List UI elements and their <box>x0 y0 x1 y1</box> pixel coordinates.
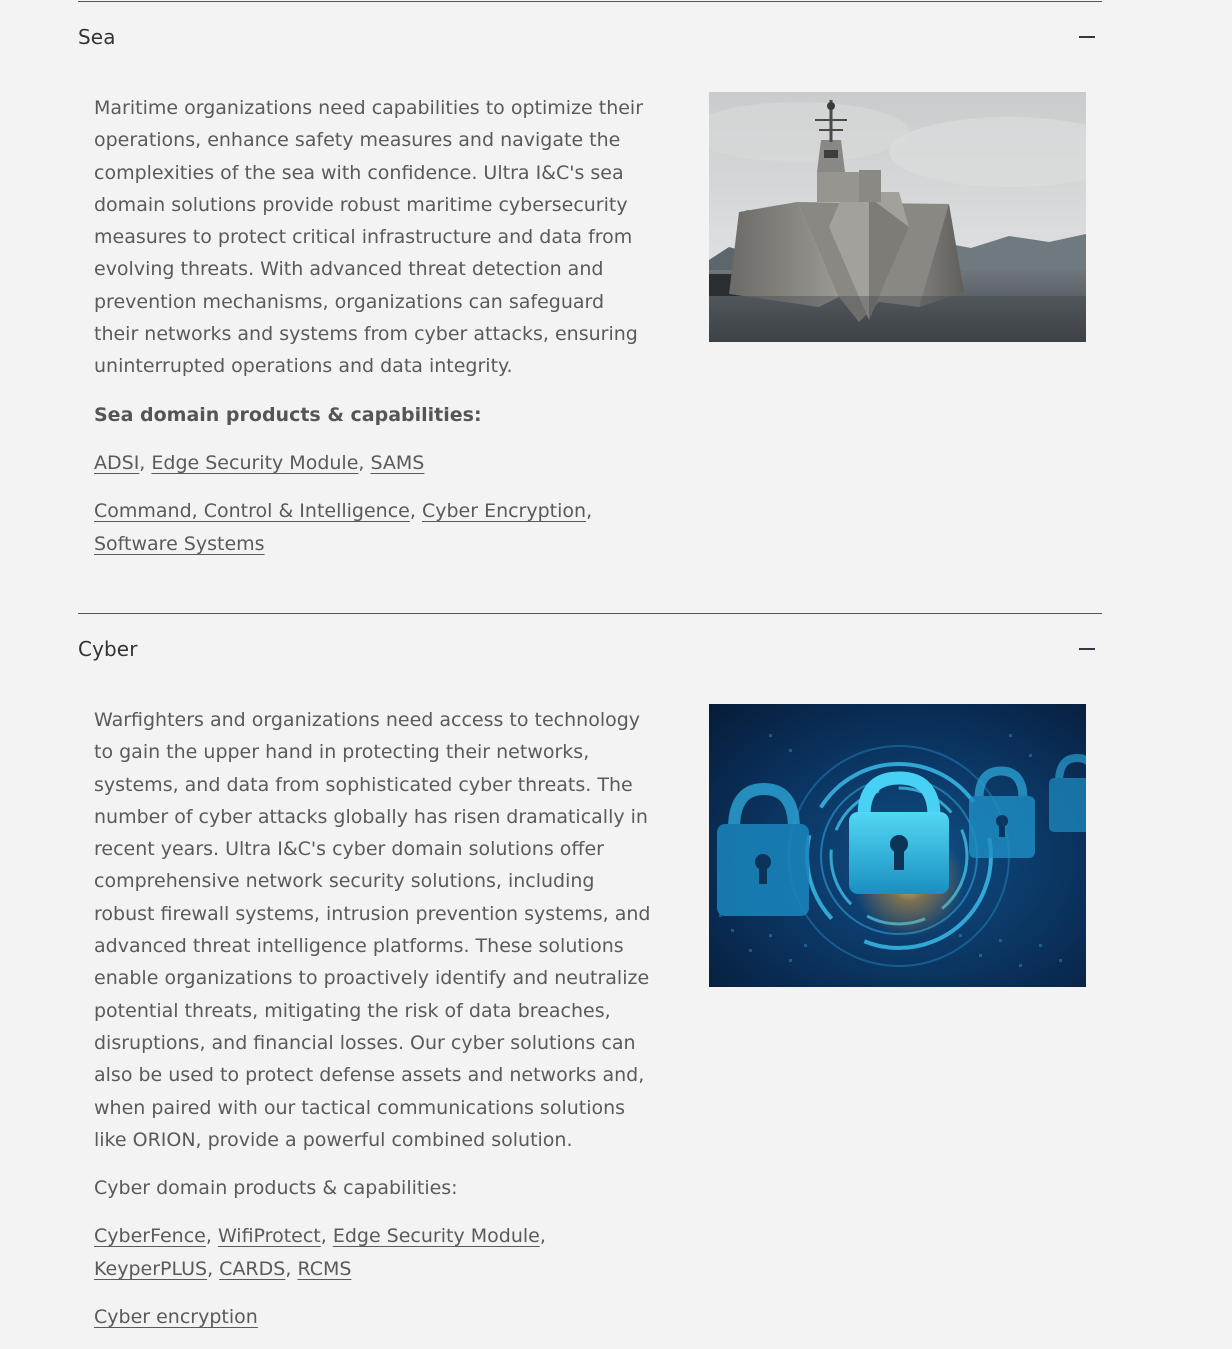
accordion-title-cyber: Cyber <box>78 637 138 661</box>
link-cyberfence[interactable]: CyberFence <box>94 1225 206 1248</box>
link-software-systems[interactable]: Software Systems <box>94 532 265 555</box>
accordion-cyber <box>78 613 1102 1329</box>
accordion-title-sea: Sea <box>78 25 116 49</box>
minus-icon[interactable] <box>1078 28 1096 46</box>
accordion-header-cyber[interactable] <box>78 614 1102 684</box>
cyber-padlock-image <box>709 704 1086 987</box>
link-cyber-encryption[interactable]: Cyber Encryption <box>421 500 587 523</box>
link-cards[interactable]: CARDS <box>219 1257 286 1280</box>
link-keyperplus[interactable]: KeyperPLUS <box>94 1257 208 1280</box>
cyber-content <box>94 704 654 1349</box>
cyber-products-heading: Cyber domain products & capabilities: <box>94 1177 458 1200</box>
link-edge-security-module[interactable]: Edge Security Module <box>151 451 359 474</box>
sea-capabilities-links: Command, Control & Intelligence, Cyber Encryption, Software Systems <box>94 500 593 555</box>
link-wifiprotect[interactable]: WifiProtect <box>217 1225 321 1248</box>
cyber-capabilities-links <box>94 1301 654 1333</box>
accordion-sea <box>78 1 1102 555</box>
sea-products-heading: Sea domain products & capabilities: <box>94 403 482 426</box>
sea-description: Maritime organizations need capabilities to optimize their operations, enhance safety measures and navigate the complexities of the sea with confidence. Ultra I&C's sea domain solutions provide robust maritime cybersecurity measures to protect critical infrastructure and data from evolving threats. With advanced threat detection and prevention mechanisms, organizations can safeguard their networks and systems from cyber attacks, ensuring uninterrupted operations and data integrity. <box>94 97 644 378</box>
link-cyber-encryption[interactable]: Cyber encryption <box>94 1306 258 1329</box>
cyber-description: Warfighters and organizations need access to technology to gain the upper hand in protecting their networks, systems, and data from sophisticated cyber threats. The number of cyber attacks globally has risen dramatically in recent years. Ultra I&C's cyber domain solutions offer comprehensive network security solutions, including robust firewall systems, intrusion prevention systems, and advanced threat intelligence platforms. These solutions enable organizations to proactively identify and neutralize potential threats, mitigating the risk of data breaches, disruptions, and financial losses. Our cyber solutions can also be used to protect defense assets and networks and, when paired with our tactical communications solutions like ORION, provide a powerful combined solution. <box>94 709 651 1151</box>
link-sams[interactable]: SAMS <box>370 451 425 474</box>
minus-icon[interactable] <box>1078 640 1096 658</box>
accordion-header-sea[interactable] <box>78 2 1102 72</box>
sea-ship-image <box>709 92 1086 342</box>
link-command-control-intelligence[interactable]: Command, Control & Intelligence <box>94 500 410 523</box>
link-rcms[interactable]: RCMS <box>297 1257 352 1280</box>
cyber-products-links: CyberFence, WifiProtect, Edge Security Module, KeyperPLUS, CARDS, RCMS <box>94 1225 546 1280</box>
sea-products-links: ADSI, Edge Security Module, SAMS <box>94 451 425 474</box>
sea-content <box>94 92 654 576</box>
link-edge-security-module[interactable]: Edge Security Module <box>332 1225 540 1248</box>
link-adsi[interactable]: ADSI <box>94 451 140 474</box>
